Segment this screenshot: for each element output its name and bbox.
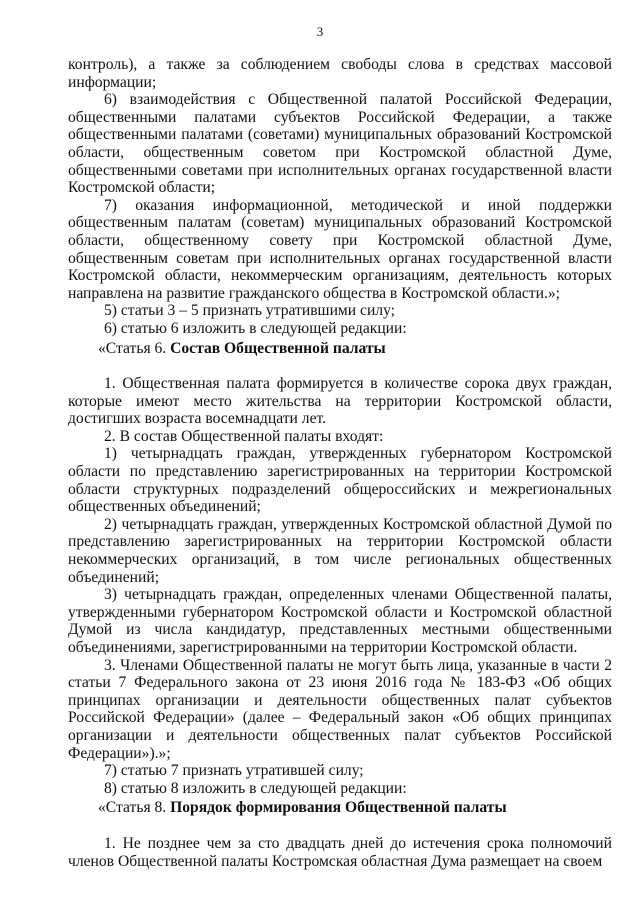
article-6-title: Состав Общественной палаты bbox=[170, 339, 386, 357]
article-6-part-2: 2. В состав Общественной палаты входят: bbox=[104, 427, 384, 445]
document-body bbox=[68, 56, 612, 870]
article-6-heading bbox=[68, 340, 612, 358]
article-6-part-2-item-3: 3) четырнадцать граждан, определенных членами Общественной палаты, утвержденными губернатором Костромской области и Костромской областной Думой из числа кандидатур, представленных местными общественными объединениями, зарегистрированными на территории Костромской области. bbox=[68, 586, 612, 656]
article-6-part-1: 1. Общественная палата формируется в количестве сорока двух граждан, которые имеют место жительства на территории Костромской области, достигших возраста восемнадцати лет. bbox=[68, 375, 612, 428]
paragraph-item-7: 7) оказания информационной, методической и иной поддержки общественным палатам (советам) муниципальных образований Костромской области, общественному совету при Костромской областной Думе, общественным советам при исполнительных органах государственной власти Костромской области, некоммерческим организациям, деятельность которых направлена на развитие гражданского общества в Костромской области.»; bbox=[68, 196, 612, 302]
paragraph-amendment-7: 7) статью 7 признать утратившей силу; bbox=[104, 762, 364, 780]
article-6-part-3: 3. Членами Общественной палаты не могут быть лица, указанные в части 2 статьи 7 Федерального закона от 23 июня 2016 года № 183-ФЗ «Об общих принципах организации и деятельности общественных палат субъектов Российской Федерации» (далее – Федеральный закон «Об общих принципах организации и деятельности общественных палат субъектов Российской Федерации»).»; bbox=[68, 656, 612, 762]
article-6-prefix: «Статья 6. bbox=[98, 339, 171, 357]
article-8-title: Порядок формирования Общественной палаты bbox=[170, 799, 507, 817]
paragraph-amendment-8: 8) статью 8 изложить в следующей редакции: bbox=[104, 779, 407, 797]
page-number: 3 bbox=[316, 24, 324, 39]
article-8-part-1: 1. Не позднее чем за сто двадцать дней до истечения срока полномочий членов Общественной палаты Костромская областная Дума размещает на своем bbox=[68, 834, 612, 870]
paragraph-continuation: контроль), а также за соблюдением свободы слова в средствах массовой информации; bbox=[68, 56, 612, 91]
article-8-prefix: «Статья 8. bbox=[98, 799, 171, 817]
paragraph-amendment-6: 6) статью 6 изложить в следующей редакции: bbox=[104, 319, 407, 337]
paragraph-item-6: 6) взаимодействия с Общественной палатой Российской Федерации, общественными палатами субъектов Российской Федерации, а также общественными палатами (советами) муниципальных образований Костромской области, общественным советом при Костромской областной Думе, общественными советами при исполнительных органах государственной власти Костромской области; bbox=[68, 91, 612, 197]
article-6-part-2-item-2: 2) четырнадцать граждан, утвержденных Костромской областной Думой по представлению зарегистрированных на территории Костромской области некоммерческих организаций, в том числе региональных общественных объединений; bbox=[68, 515, 612, 586]
spacer bbox=[68, 817, 612, 835]
spacer bbox=[68, 357, 612, 375]
article-8-heading bbox=[68, 799, 612, 817]
paragraph-amendment-5: 5) статьи 3 – 5 признать утратившими силу; bbox=[104, 302, 395, 320]
article-6-part-2-item-1: 1) четырнадцать граждан, утвержденных губернатором Костромской области по представлению зарегистрированных на территории Костромской области структурных подразделений общероссийских и межрегиональных общественных объединений; bbox=[68, 445, 612, 516]
